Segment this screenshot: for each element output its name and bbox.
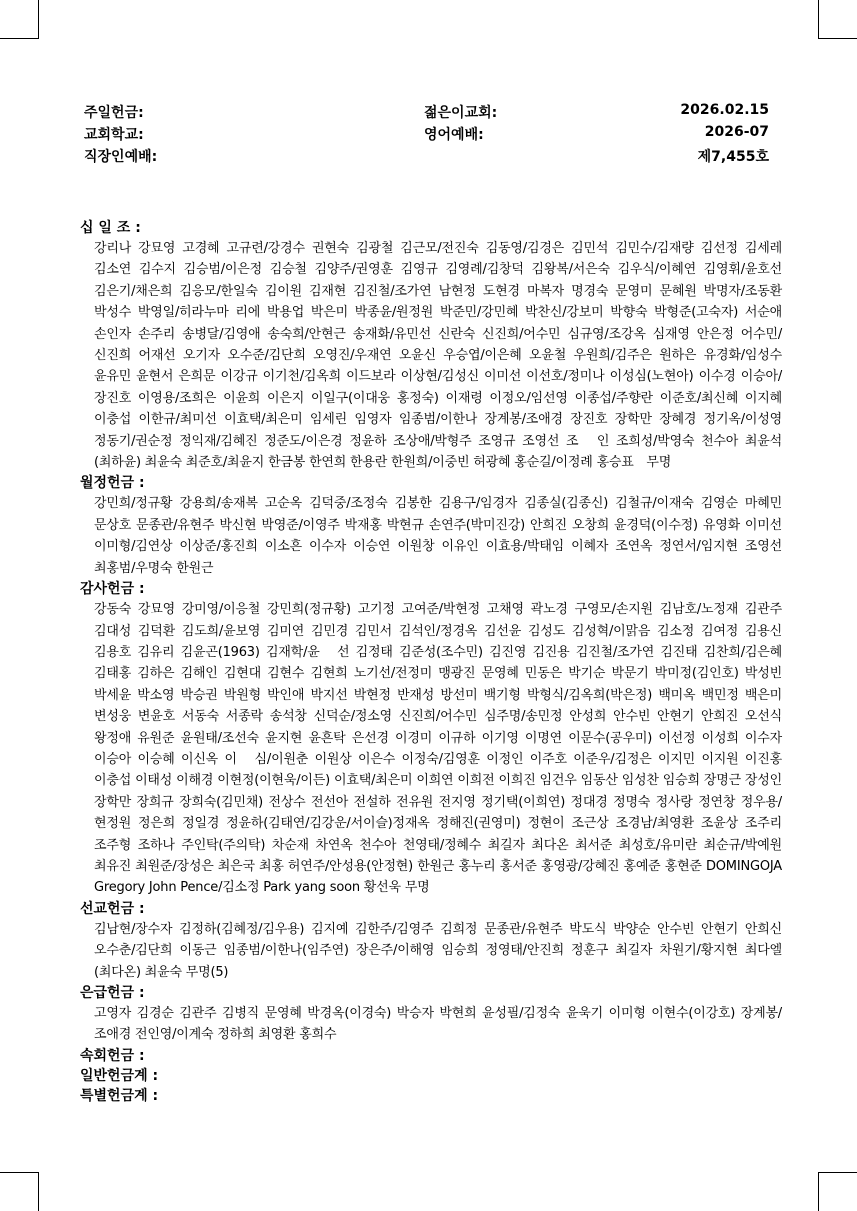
section-names: 강리나 강묘영 고경혜 고규련/강경수 권현숙 김광철 김근모/전진숙 김동영/김경은 김민석 김민수/김재량 김선정 김세레 김소연 김수지 김승범/이은정 김승철 김양주/권영훈 김영규 김영례/김창덕 김왕복/서은숙 김우식/이혜연 김영휘/윤호선 김은기/채은희 김응모/한일숙 김이원 김재현 김진철/조가연 남현정 도현경 마복자 명경숙 문영미 문혜원 박명자/조동환 박성수 박영일/히라누마 리에 박용업 박은미 박종윤/원정원 박준민/강민혜 박찬신/강보미 박향숙 박형준(고숙자) 서순애 손인자 손주리 송병달/김영애 송숙희/안현근 송재화/유민선 신란숙 신진희/어수민 심규영/조강옥 심재영 안은정 어수민/신진희 어재선 오기자 오수준/김단희 오영진/우재연 오윤신 우승엽/이은혜 오윤철 우원희/김주은 원하은 유경화/임성수 윤유민 윤현서 은희문 이강규 이기천/김옥희 이드보라 이상현/김성신 이미선 이선호/정미나 이성심(노현아) 이수경 이승아/장진호 이영용/조희은 이윤희 이은지 이일구(이대웅 홍정숙) 이재령 이정오/임선영 이종섭/주향란 이준호/최신혜 이지혜 이충섭 이한규/최미선 이효택/최은미 임세린 임영자 임종범/이한나 장계봉/조애경 장진호 장학만 장혜경 정기옥/이성영 정동기/권순정 정익재/김혜진 정준도/이은경 정윤하 조상애/박형주 조영규 조영선 조 인 조희성/박영숙 천수아 최윤석(최하윤) 최윤숙 최준호/최윤지 한금봉 한연희 한용란 한원희/이중빈 허광혜 홍순길/이정례 홍승표 무명: [94, 241, 782, 471]
young-adult-church-label: 젊은이교회:: [424, 105, 498, 121]
crop-mark-top-right: [818, 0, 857, 39]
header-row-2: [76, 124, 771, 146]
crop-mark-top-left: [0, 0, 39, 39]
section-monthly: [80, 473, 782, 579]
general-total-label: 일반헌금계 :: [80, 1067, 159, 1084]
offering-header: [76, 102, 771, 172]
workers-service-label: 직장인예배:: [84, 149, 158, 165]
church-school-label: 교회학교:: [84, 127, 144, 143]
header-row-1: [76, 102, 771, 124]
section-label: 은급헌금 :: [80, 985, 145, 1001]
header-row-3: [76, 146, 771, 168]
date-value: 2026.02.15: [680, 102, 769, 118]
section-names: 강민희/정규황 강용희/송재복 고순옥 김덕중/조정숙 김봉한 김용구/임경자 김종실(김종신) 김철규/이재숙 김영순 마혜민 문상호 문종관/유현주 박신현 박영준/이영주 박재홍 박현규 손연주(박미진강) 안희진 오창희 윤경덕(이수정) 유영화 이미선 이미형/김연상 이상준/홍진희 이소흔 이수자 이승연 이원창 이유인 이효용/박태임 이혜자 조연옥 정연서/임지현 조영선 최홍범/우명숙 한원근: [94, 496, 782, 576]
special-total-label: 특별헌금계 :: [80, 1087, 159, 1104]
section-label: 월정헌금 :: [80, 475, 145, 492]
week-number-value: 2026-07: [704, 124, 769, 140]
section-grace: [80, 983, 782, 1046]
crop-mark-bottom-right: [818, 1172, 857, 1211]
section-thanks: [80, 579, 782, 899]
section-label: 십 일 조 :: [80, 220, 141, 236]
section-label: 선교헌금 :: [80, 900, 145, 917]
section-names: 강동숙 강묘영 강미영/이응철 강민희(정규황) 고기정 고여준/박현정 고채영 곽노경 구영모/손지원 김남호/노정재 김관주 김대성 김덕환 김도희/윤보영 김미연 김민경 김민서 김석인/정경옥 김선윤 김성도 김성혁/이맑음 김소정 김여정 김용신 김용호 김유리 김윤곤(1963) 김재학/윤 선 김정태 김준성(조수민) 김진영 김진용 김진철/조가연 김진태 김찬희/김은혜 김태홍 김하은 김해인 김현대 김현수 김현희 노기선/전정미 맹광진 문영혜 민동은 박기순 박문기 박미정(김인호) 박성빈 박세윤 박소영 박승권 박원형 박인애 박지선 박현정 반재성 방선미 백기형 박형식/김옥희(박은정) 백미옥 백민정 백은미 변성웅 변윤호 서동숙 서종락 송석창 신덕순/정소영 신진희/어수민 심주명/송민정 안성희 안수빈 안현기 안희진 오선식 왕정애 유원준 윤원태/조선숙 윤지현 윤흔탁 은선경 이경미 이규하 이기영 이명연 이문수(공우미) 이선정 이성희 이수자 이승아 이승혜 이신옥 이 심/이원춘 이원상 이은수 이정숙/김영훈 이정인 이주호 이준우/김정은 이지민 이지원 이진홍 이충섭 이태성 이해경 이현정(이현욱/이든) 이효택/최은미 이희연 이희전 이희진 임건우 임동산 임성찬 임승희 장명근 장성인 장학만 장희규 장희숙(김민채) 전상수 전선아 전설하 전유원 전지영 정기택(이희연) 정대경 정명숙 정사랑 정연창 정우용/현정원 정은희 정일경 정윤하(김태연/김강운/서이슬)정재옥 정해진(권영미) 정현이 조근상 조경남/최영환 조윤상 조주리 조주형 조하나 주인탁(주의탁) 차순재 차연옥 천수아 천영태/정혜수 최길자 최다온 최서준 최성호/유미란 최순규/박예원 최유진 최원준/장성은 최은국 최홍 허연주/안성용(안정현) 한원근 홍누리 홍서준 홍영광/강혜진 홍예준 홍현준 DOMINGOJA Gregory John Pence/김소정 Park yang soon 황선욱 무명: [94, 602, 782, 896]
issue-number-value: 제7,455호: [697, 149, 769, 165]
sunday-offering-label: 주일헌금:: [84, 105, 144, 121]
section-fellowship-label: 속회헌금 :: [80, 1047, 145, 1064]
section-mission: [80, 899, 782, 983]
section-tithe: [80, 218, 782, 473]
english-service-label: 영어예배:: [424, 127, 484, 143]
offering-list: [80, 218, 782, 1106]
section-names: 고영자 김경순 김관주 김병직 문영혜 박경옥(이경숙) 박승자 박현희 윤성필/김정숙 윤욱기 이미형 이현수(이강호) 장계봉/조애경 전인영/이계숙 정하희 최영환 홍희수: [94, 1006, 782, 1043]
crop-mark-bottom-left: [0, 1172, 39, 1211]
section-label: 감사헌금 :: [80, 581, 145, 598]
section-names: 김남현/장수자 김정하(김혜정/김우용) 김지예 김한주/김영주 김희정 문종관/유현주 박도식 박양순 안수빈 안현기 안희신 오수춘/김단희 이동근 임종범/이한나(임주연) 장은주/이해영 임승희 정영태/안진희 정훈구 최길자 차원기/황지현 최다엘(최다온) 최윤숙 무명(5): [94, 921, 782, 980]
